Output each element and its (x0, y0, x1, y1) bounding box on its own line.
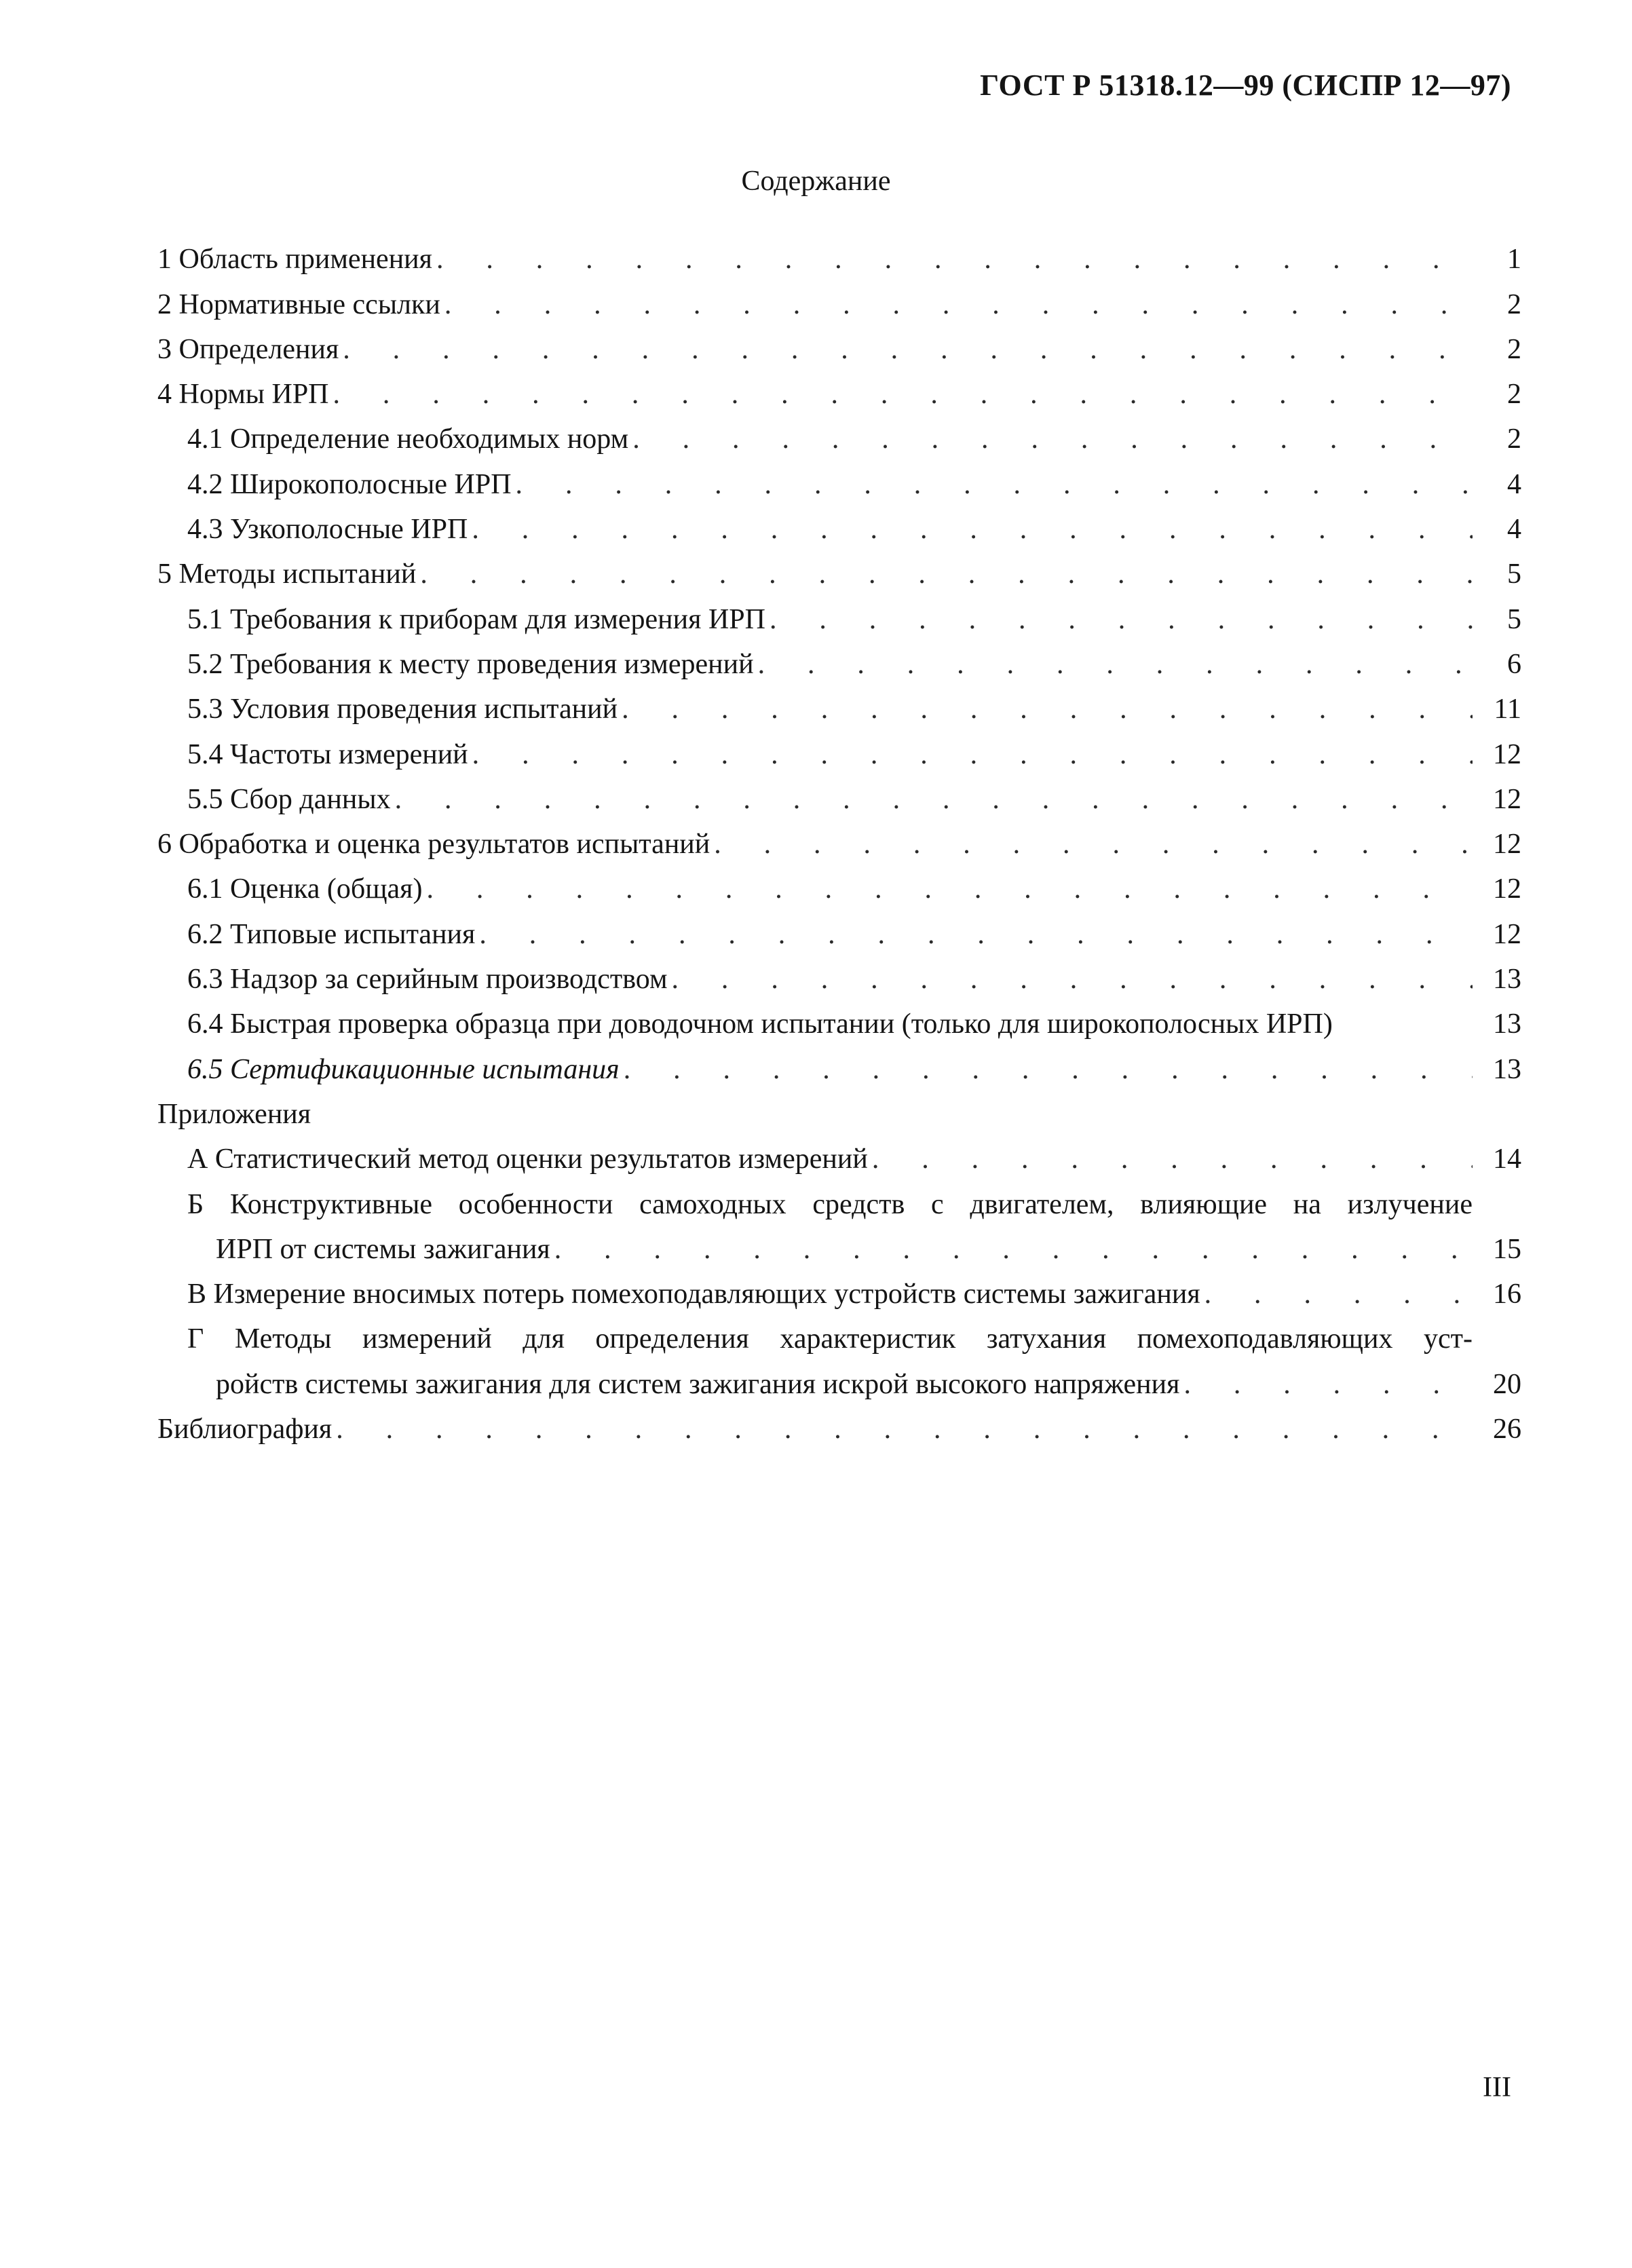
toc-subentry[interactable] (157, 727, 1521, 772)
dot-leader (672, 962, 1473, 997)
dot-leader (444, 287, 1473, 322)
dot-leader (333, 377, 1473, 412)
dot-leader (336, 1412, 1473, 1447)
toc-entry-page: 4 (1507, 514, 1521, 546)
document-standard-code: ГОСТ Р 51318.12—99 (СИСПР 12—97) (980, 69, 1511, 102)
dot-leader (1204, 1277, 1473, 1312)
toc-appendix-entry-continuation[interactable] (157, 1357, 1521, 1401)
toc-entry[interactable] (157, 1402, 1521, 1447)
toc-entry-label: 6.2 Типовые испытания (187, 918, 476, 950)
toc-entry-page: 1 (1507, 244, 1521, 276)
dot-leader (1183, 1367, 1473, 1402)
toc-entry-label: ИРП от системы зажигания (216, 1233, 550, 1265)
toc-entry[interactable] (157, 322, 1521, 367)
toc-subentry[interactable] (157, 637, 1521, 682)
table-of-contents (157, 232, 1521, 1447)
toc-entry-label: 3 Определения (157, 333, 339, 365)
toc-entry-label: В Измерение вносимых потерь помехоподавляющих устройств системы зажигания (187, 1279, 1200, 1310)
toc-appendices-heading (157, 1087, 1521, 1132)
toc-entry-page: 15 (1493, 1233, 1521, 1265)
toc-subentry[interactable] (157, 862, 1521, 907)
toc-entry-page: 13 (1493, 964, 1521, 996)
toc-entry-label: Приложения (157, 1098, 311, 1130)
toc-entry[interactable] (157, 232, 1521, 277)
dot-leader (472, 737, 1473, 772)
toc-entry-label: 5 Методы испытаний (157, 559, 417, 590)
dot-leader (770, 602, 1473, 637)
toc-entry-label: 2 Нормативные ссылки (157, 288, 440, 320)
toc-entry-label: 5.4 Частоты измерений (187, 738, 468, 770)
toc-entry[interactable] (157, 817, 1521, 862)
dot-leader (420, 556, 1473, 592)
toc-entry-page: 16 (1493, 1279, 1521, 1310)
toc-entry-page: 12 (1493, 873, 1521, 905)
toc-subentry[interactable] (157, 592, 1521, 637)
toc-subentry[interactable] (157, 457, 1521, 502)
toc-entry-label: 6 Обработка и оценка результатов испытаний (157, 829, 710, 861)
toc-entry-page: 5 (1507, 559, 1521, 590)
toc-subentry[interactable] (157, 952, 1521, 997)
toc-appendix-entry[interactable] (157, 1177, 1521, 1222)
toc-entry-page: 12 (1493, 829, 1521, 861)
toc-entry-page: 11 (1494, 694, 1521, 725)
toc-entry[interactable] (157, 277, 1521, 322)
toc-entry-page: 12 (1493, 738, 1521, 770)
dot-leader (472, 512, 1473, 547)
toc-entry-label: 5.3 Условия проведения испытаний (187, 694, 618, 725)
toc-entry-label: Г Методы измерений для определения характеристик затухания помехоподавляющих уст- (187, 1323, 1473, 1355)
toc-subentry[interactable] (157, 1042, 1521, 1086)
toc-subentry[interactable] (157, 682, 1521, 727)
toc-entry-page: 14 (1493, 1144, 1521, 1175)
toc-entry-label: 6.4 Быстрая проверка образца при доводочном испытании (только для широкополосных ИРП) (187, 1008, 1333, 1040)
toc-entry-label: 6.5 Сертификационные испытания (187, 1053, 620, 1085)
toc-appendix-entry[interactable] (157, 1132, 1521, 1177)
dot-leader (479, 917, 1473, 952)
dot-leader (622, 692, 1473, 727)
dot-leader (632, 421, 1473, 457)
toc-entry-label: 5.5 Сбор данных (187, 783, 391, 815)
toc-entry-page: 5 (1507, 603, 1521, 635)
dot-leader (758, 647, 1473, 682)
toc-entry-label: 6.3 Надзор за серийным производством (187, 964, 668, 996)
toc-entry-page: 4 (1507, 468, 1521, 500)
dot-leader (714, 827, 1473, 862)
toc-subentry[interactable] (157, 997, 1521, 1042)
toc-entry-page: 13 (1493, 1053, 1521, 1085)
toc-entry-page: 12 (1493, 783, 1521, 815)
toc-entry-label: Б Конструктивные особенности самоходных средств с двигателем, влияющие на излучение (187, 1188, 1473, 1220)
toc-subentry[interactable] (157, 772, 1521, 817)
toc-entry-page: 2 (1507, 379, 1521, 411)
toc-appendix-entry[interactable] (157, 1312, 1521, 1357)
toc-subentry[interactable] (157, 502, 1521, 547)
toc-entry-label: А Статистический метод оценки результатов измерений (187, 1144, 868, 1175)
toc-entry-page: 26 (1493, 1414, 1521, 1445)
dot-leader (624, 1052, 1473, 1087)
toc-entry-label: 4 Нормы ИРП (157, 379, 329, 411)
toc-entry-label: Библиография (157, 1414, 333, 1445)
dot-leader (343, 332, 1473, 367)
toc-entry-page: 2 (1507, 333, 1521, 365)
toc-entry[interactable] (157, 547, 1521, 592)
toc-entry-label: ройств системы зажигания для систем зажигания искрой высокого напряжения (216, 1368, 1180, 1400)
toc-entry-label: 5.2 Требования к месту проведения измерений (187, 648, 754, 680)
toc-title: Содержание (741, 166, 891, 197)
toc-appendix-entry[interactable] (157, 1267, 1521, 1312)
toc-entry-page: 2 (1507, 423, 1521, 455)
dot-leader (426, 871, 1473, 907)
toc-entry-label: 1 Область применения (157, 244, 432, 276)
toc-entry-label: 4.3 Узкополосные ИРП (187, 514, 468, 546)
toc-entry-page: 13 (1493, 1008, 1521, 1040)
toc-appendix-entry-continuation[interactable] (157, 1222, 1521, 1267)
toc-subentry[interactable] (157, 907, 1521, 951)
toc-entry-label: 5.1 Требования к приборам для измерения ИРП (187, 603, 765, 635)
toc-entry-page: 12 (1493, 918, 1521, 950)
toc-entry-label: 4.1 Определение необходимых норм (187, 423, 629, 455)
toc-entry-page: 2 (1507, 288, 1521, 320)
toc-entry-label: 6.1 Оценка (общая) (187, 873, 423, 905)
toc-entry[interactable] (157, 367, 1521, 412)
dot-leader (554, 1232, 1473, 1267)
dot-leader (872, 1141, 1473, 1177)
toc-entry-page: 20 (1493, 1368, 1521, 1400)
page-number: III (1483, 2072, 1511, 2103)
dot-leader (436, 242, 1473, 277)
dot-leader (395, 782, 1473, 817)
toc-entry-label: 4.2 Широкополосные ИРП (187, 468, 512, 500)
toc-subentry[interactable] (157, 412, 1521, 457)
dot-leader (516, 467, 1473, 502)
toc-entry-page: 6 (1507, 648, 1521, 680)
